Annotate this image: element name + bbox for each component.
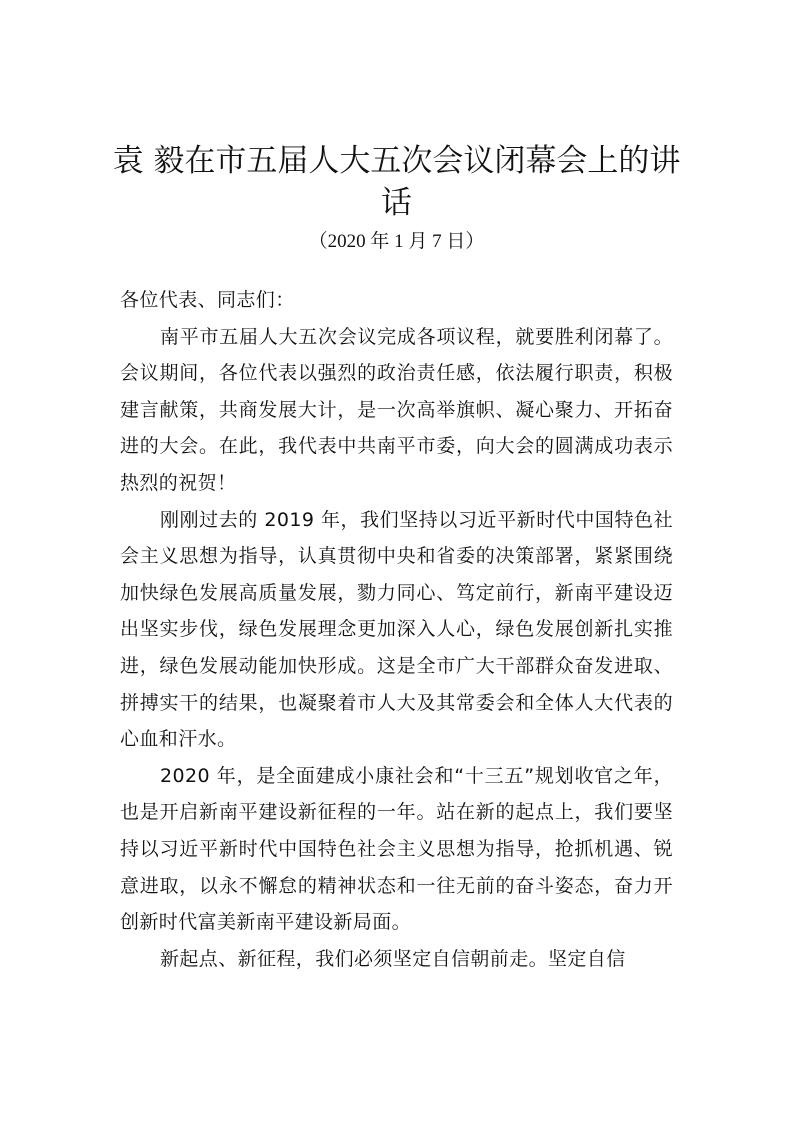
document-date: （2020 年 1 月 7 日） [308,231,485,252]
paragraph-1: 南平市五届人大五次会议完成各项议程，就要胜利闭幕了。会议期间，各位代表以强烈的政治责任感，依法履行职责，积极建言献策，共商发展大计，是一次高举旗帜、凝心聚力、开拓奋进的大会。在此，我代表中共南平市委，向大会的圆满成功表示热烈的祝贺！ [120,325,673,494]
paragraph-4: 新起点、新征程，我们必须坚定自信朝前走。坚定自信 [160,947,626,970]
title-line-2: 话 [381,185,412,221]
document-body [120,282,673,977]
title-line-1: 袁 毅在市五届人大五次会议闭幕会上的讲 [112,143,681,179]
paragraph-3: 2020 年，是全面建成小康社会和“十三五”规划收官之年，也是开启新南平建设新征程的一年。站在新的起点上，我们要坚持以习近平新时代中国特色社会主义思想为指导，抢抓机遇、锐意进取，以永不懈怠的精神状态和一往无前的奋斗姿态，奋力开创新时代富美新南平建设新局面。 [120,764,673,934]
paragraph-2: 刚刚过去的 2019 年，我们坚持以习近平新时代中国特色社会主义思想为指导，认真贯彻中央和省委的决策部署，紧紧围绕加快绿色发展高质量发展，勠力同心、笃定前行，新南平建设迈出坚实步伐，绿色发展理念更加深入人心，绿色发展创新扎实推进，绿色发展动能加快形成。这是全市广大干部群众奋发进取、拼搏实干的结果，也凝聚着市人大及其常委会和全体人大代表的心血和汗水。 [120,508,673,751]
salutation: 各位代表、同志们： [120,289,295,311]
document-title [110,140,683,224]
